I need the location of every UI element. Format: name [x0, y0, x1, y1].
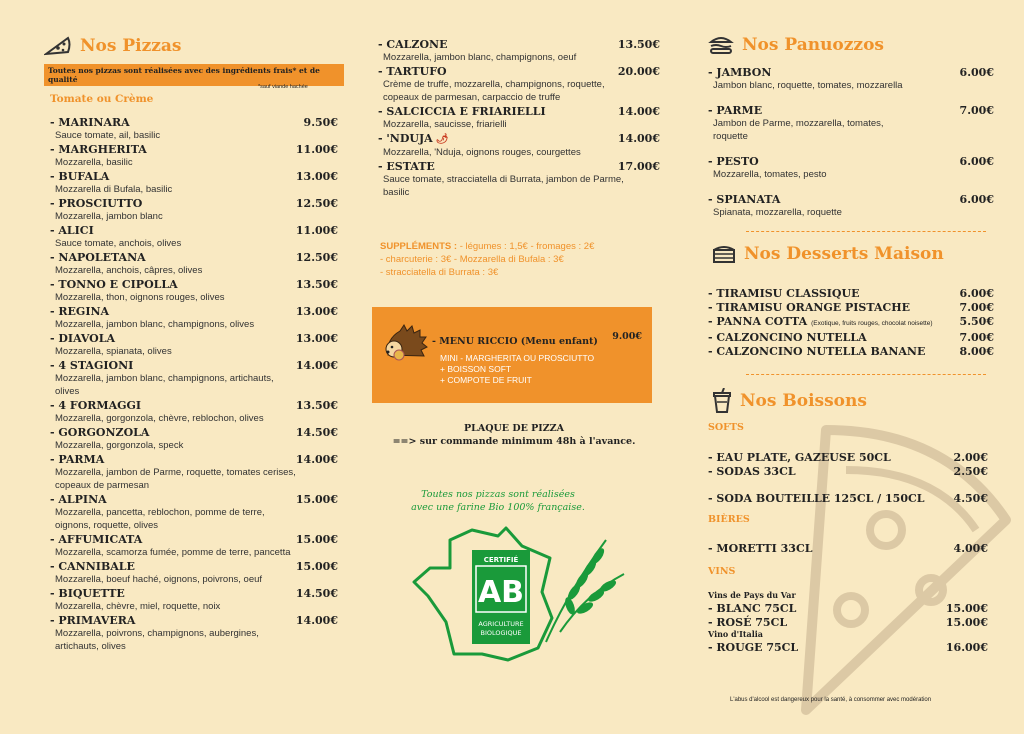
kids-menu-price: 9.00€ — [612, 331, 642, 342]
item-name: - CANNIBALE — [50, 560, 135, 573]
menu-item — [708, 331, 994, 344]
item-name: - TARTUFO — [378, 65, 447, 78]
menu-item — [50, 587, 338, 613]
menu-item — [708, 315, 994, 330]
item-price: 14.00€ — [295, 359, 338, 372]
item-description: Jambon blanc, roquette, tomates, mozzarella — [713, 80, 903, 91]
item-name: - CALZONCINO NUTELLA BANANE — [708, 345, 926, 358]
plaque-section — [378, 422, 650, 448]
supplements — [380, 240, 660, 279]
menu-item — [50, 251, 338, 277]
item-price: 14.00€ — [295, 453, 338, 466]
panuozzo-list — [708, 66, 994, 231]
item-description: Sauce tomate, anchois, olives — [55, 238, 182, 249]
item-price: 2.50€ — [953, 465, 988, 478]
item-price: 6.00€ — [959, 66, 994, 79]
menu-item — [50, 332, 338, 358]
drinks-title: Nos Boissons — [740, 391, 867, 411]
item-name: - SODA BOUTEILLE 125CL / 150CL — [708, 492, 925, 505]
wines-var-list — [708, 602, 988, 630]
item-price: 13.00€ — [295, 332, 338, 345]
item-price: 4.50€ — [953, 492, 988, 505]
item-name: - DIAVOLA — [50, 332, 116, 345]
item-name: - CALZONE — [378, 38, 448, 51]
item-name: - ROUGE 75CL — [708, 641, 799, 654]
pizzas-title: Nos Pizzas — [80, 36, 182, 56]
item-name: - PROSCIUTTO — [50, 197, 143, 210]
menu-item — [50, 453, 338, 492]
item-price: 14.00€ — [617, 132, 660, 145]
cake-icon — [712, 244, 736, 264]
wine-var-label: Vins de Pays du Var — [708, 590, 796, 600]
softs-list — [708, 451, 988, 505]
supplements-line2: - charcuterie : 3€ - Mozzarella di Bufala : 3€ — [380, 254, 564, 265]
item-price: 11.00€ — [295, 143, 338, 156]
menu-item — [708, 602, 988, 615]
item-price: 13.50€ — [295, 399, 338, 412]
dessert-list — [708, 287, 994, 359]
item-price: 12.50€ — [295, 197, 338, 210]
kids-menu-line: MINI - MARGHERITA OU PROSCIUTTO — [440, 353, 595, 363]
item-name: - SALCICCIA E FRIARIELLI — [378, 105, 546, 118]
desserts-heading — [712, 244, 992, 264]
item-name: - ROSÉ 75CL — [708, 616, 788, 629]
pizza-list — [50, 116, 338, 654]
beers-label: BIÈRES — [708, 514, 750, 525]
menu-item — [708, 287, 994, 300]
sandwich-icon — [708, 34, 734, 56]
cup-icon — [712, 388, 732, 414]
item-name: - MARINARA — [50, 116, 130, 129]
menu-item — [50, 116, 338, 142]
item-description: Mozzarella, boeuf haché, oignons, poivrons, oeuf — [55, 574, 263, 585]
menu-item — [50, 493, 338, 532]
item-description: Crème de truffe, mozzarella, champignons, roquette, copeaux de parmesan, carpaccio de truffe — [383, 79, 605, 103]
menu-item — [378, 132, 660, 159]
item-price: 14.00€ — [295, 614, 338, 627]
item-description: Mozzarella, poivrons, champignons, aubergines, artichauts, olives — [55, 628, 259, 652]
item-name: - SPIANATA — [708, 193, 781, 206]
item-description: Mozzarella, chèvre, miel, roquette, noix — [55, 601, 221, 612]
item-name: - SODAS 33CL — [708, 465, 796, 478]
item-price: 7.00€ — [959, 104, 994, 117]
item-description: Sauce tomate, stracciatella di Burrata, jambon de Parme, basilic — [383, 174, 624, 198]
item-price: 14.00€ — [617, 105, 660, 118]
menu-item — [50, 560, 338, 586]
item-price: 15.00€ — [945, 602, 988, 615]
item-price: 13.00€ — [295, 170, 338, 183]
item-name: - AFFUMICATA — [50, 533, 143, 546]
item-price: 16.00€ — [945, 641, 988, 654]
hedgehog-icon — [382, 321, 430, 365]
menu-item — [708, 451, 988, 464]
item-price: 15.00€ — [295, 493, 338, 506]
item-name: - PARMA — [50, 453, 105, 466]
item-description: Mozzarella, tomates, pesto — [713, 169, 827, 180]
item-note: (Exotique, fruits rouges, chocolat noisette) — [811, 320, 933, 327]
kids-menu-line: + BOISSON SOFT — [440, 364, 512, 374]
divider — [746, 374, 986, 375]
supplements-label: SUPPLÉMENTS : — [380, 241, 458, 252]
item-price: 13.50€ — [295, 278, 338, 291]
item-price: 12.50€ — [295, 251, 338, 264]
item-name: - PANNA COTTA (Exotique, fruits rouges, chocolat noisette) — [708, 315, 933, 328]
item-name: - TIRAMISU CLASSIQUE — [708, 287, 860, 300]
item-name: - TIRAMISU ORANGE PISTACHE — [708, 301, 911, 314]
item-name: - MARGHERITA — [50, 143, 147, 156]
svg-text:BIOLOGIQUE: BIOLOGIQUE — [480, 629, 522, 637]
menu-item — [50, 143, 338, 169]
item-name: - CALZONCINO NUTELLA — [708, 331, 867, 344]
item-name: - 4 STAGIONI — [50, 359, 134, 372]
menu-item — [50, 170, 338, 196]
item-price: 6.00€ — [959, 193, 994, 206]
item-description: Mozzarella, scamorza fumée, pomme de terre, pancetta — [55, 547, 291, 558]
supplements-line3: - stracciatella di Burrata : 3€ — [380, 267, 499, 278]
pizzas-subtitle: Tomate ou Crème — [50, 93, 154, 105]
menu-item — [50, 614, 338, 653]
menu-item — [708, 542, 988, 555]
menu-item — [378, 105, 660, 131]
item-price: 14.50€ — [295, 587, 338, 600]
menu-item — [708, 492, 988, 505]
plaque-text: ==> sur commande minimum 48h à l'avance. — [392, 436, 636, 447]
item-price: 8.00€ — [959, 345, 994, 358]
item-name: - ALICI — [50, 224, 94, 237]
item-description: Mozzarella, jambon blanc — [55, 211, 163, 222]
bio-logo — [410, 522, 630, 672]
pizzas-heading — [44, 34, 344, 58]
bio-notice — [378, 488, 618, 514]
menu-item — [708, 155, 994, 181]
item-description: Mozzarella, jambon blanc, champignons, artichauts, olives — [55, 373, 274, 397]
kids-menu-line: + COMPOTE DE FRUIT — [440, 375, 532, 385]
item-price: 15.00€ — [945, 616, 988, 629]
panuozzos-heading — [708, 34, 988, 56]
item-name: - BUFALA — [50, 170, 110, 183]
item-description: Sauce tomate, ail, basilic — [55, 130, 161, 141]
item-name: - PESTO — [708, 155, 759, 168]
item-price: 13.00€ — [295, 305, 338, 318]
beers-list — [708, 542, 988, 555]
item-price: 7.00€ — [959, 301, 994, 314]
menu-item — [378, 65, 660, 104]
item-description: Mozzarella, spianata, olives — [55, 346, 172, 357]
pizza-list-2 — [378, 38, 660, 200]
menu-item — [50, 426, 338, 452]
item-description: Mozzarella, saucisse, friarielli — [383, 119, 507, 130]
item-description: Mozzarella, anchois, câpres, olives — [55, 265, 203, 276]
kids-menu-box — [372, 307, 652, 403]
item-name: - NAPOLETANA — [50, 251, 146, 264]
item-price: 15.00€ — [295, 533, 338, 546]
item-price: 17.00€ — [617, 160, 660, 173]
item-name: - 'NDUJA 🌶 — [378, 132, 449, 145]
bio-line1: Toutes nos pizzas sont réalisées — [421, 489, 575, 500]
plaque-title: PLAQUE DE PIZZA — [464, 423, 564, 434]
menu-item — [708, 66, 994, 92]
panuozzos-title: Nos Panuozzos — [742, 35, 884, 55]
item-description: Mozzarella, jambon blanc, champignons, olives — [55, 319, 255, 330]
item-price: 14.50€ — [295, 426, 338, 439]
item-name: - EAU PLATE, GAZEUSE 50CL — [708, 451, 891, 464]
menu-item — [50, 359, 338, 398]
menu-item — [50, 224, 338, 250]
item-description: Mozzarella, basilic — [55, 157, 133, 168]
wines-label: VINS — [708, 566, 736, 577]
menu-item — [708, 345, 994, 358]
banner-note: *sauf viande hachée — [258, 84, 308, 90]
item-name: - ALPINA — [50, 493, 107, 506]
item-description: Mozzarella, pancetta, reblochon, pomme de terre, oignons, roquette, olives — [55, 507, 265, 531]
chili-pepper-icon: 🌶 — [435, 134, 449, 145]
menu-item — [708, 104, 994, 143]
item-description: Mozzarella, gorgonzola, chèvre, reblochon, olives — [55, 413, 264, 424]
pizza-slice-icon — [44, 34, 72, 58]
item-name: - JAMBON — [708, 66, 772, 79]
item-price: 15.00€ — [295, 560, 338, 573]
item-name: - TONNO E CIPOLLA — [50, 278, 178, 291]
svg-text:CERTIFIÉ: CERTIFIÉ — [483, 556, 519, 564]
menu-item — [378, 160, 660, 199]
wheat-icon — [546, 540, 624, 642]
banner-text: Toutes nos pizzas sont réalisées avec des ingrédients frais* et de qualité — [48, 66, 320, 84]
menu-item — [708, 616, 988, 629]
item-price: 9.50€ — [303, 116, 338, 129]
item-name: - BIQUETTE — [50, 587, 125, 600]
bio-line2: avec une farine Bio 100% française. — [411, 502, 585, 513]
menu-item — [50, 197, 338, 223]
item-price: 7.00€ — [959, 331, 994, 344]
item-name: - PARME — [708, 104, 763, 117]
desserts-title: Nos Desserts Maison — [744, 244, 944, 264]
item-description: Mozzarella, gorgonzola, speck — [55, 440, 184, 451]
menu-item — [50, 278, 338, 304]
alcohol-disclaimer: L'abus d'alcool est dangereux pour la santé, à consommer avec modération — [730, 697, 932, 703]
item-price: 11.00€ — [295, 224, 338, 237]
svg-text:AGRICULTURE: AGRICULTURE — [478, 620, 524, 628]
item-price: 6.00€ — [959, 287, 994, 300]
kids-menu-title: - MENU RICCIO (Menu enfant) — [432, 336, 598, 347]
wines-italia-list — [708, 641, 988, 654]
drinks-heading — [712, 388, 992, 414]
item-description: Mozzarella, thon, oignons rouges, olives — [55, 292, 225, 303]
wine-italia-label: Vino d'Italia — [708, 629, 763, 639]
pizza-watermark-icon — [746, 400, 1024, 730]
menu-item — [708, 193, 994, 219]
svg-text:AB: AB — [477, 575, 525, 610]
item-description: Mozzarella, jambon blanc, champignons, oeuf — [383, 52, 577, 63]
menu-item — [50, 399, 338, 425]
menu-item — [708, 301, 994, 314]
item-description: Spianata, mozzarella, roquette — [713, 207, 842, 218]
item-name: - BLANC 75CL — [708, 602, 797, 615]
item-description: Mozzarella, jambon de Parme, roquette, tomates cerises, copeaux de parmesan — [55, 467, 296, 491]
item-name: - 4 FORMAGGI — [50, 399, 142, 412]
pizzas-banner — [44, 64, 344, 90]
item-description: Mozzarella, 'Nduja, oignons rouges, courgettes — [383, 147, 581, 158]
item-name: - ESTATE — [378, 160, 435, 173]
item-price: 5.50€ — [959, 315, 994, 328]
softs-label: SOFTS — [708, 422, 744, 433]
menu-item — [708, 641, 988, 654]
menu-item — [378, 38, 660, 64]
item-price: 20.00€ — [617, 65, 660, 78]
supplements-line1: - légumes : 1,5€ - fromages : 2€ — [459, 241, 595, 252]
item-name: - GORGONZOLA — [50, 426, 150, 439]
menu-item — [50, 533, 338, 559]
divider — [746, 231, 986, 232]
item-price: 2.00€ — [953, 451, 988, 464]
item-description: Jambon de Parme, mozzarella, tomates, roquette — [713, 118, 884, 142]
item-name: - PRIMAVERA — [50, 614, 136, 627]
item-price: 6.00€ — [959, 155, 994, 168]
menu-item — [708, 465, 988, 478]
menu-item — [50, 305, 338, 331]
item-name: - REGINA — [50, 305, 110, 318]
item-name: - MORETTI 33CL — [708, 542, 813, 555]
item-description: Mozzarella di Bufala, basilic — [55, 184, 173, 195]
item-price: 4.00€ — [953, 542, 988, 555]
item-price: 13.50€ — [617, 38, 660, 51]
